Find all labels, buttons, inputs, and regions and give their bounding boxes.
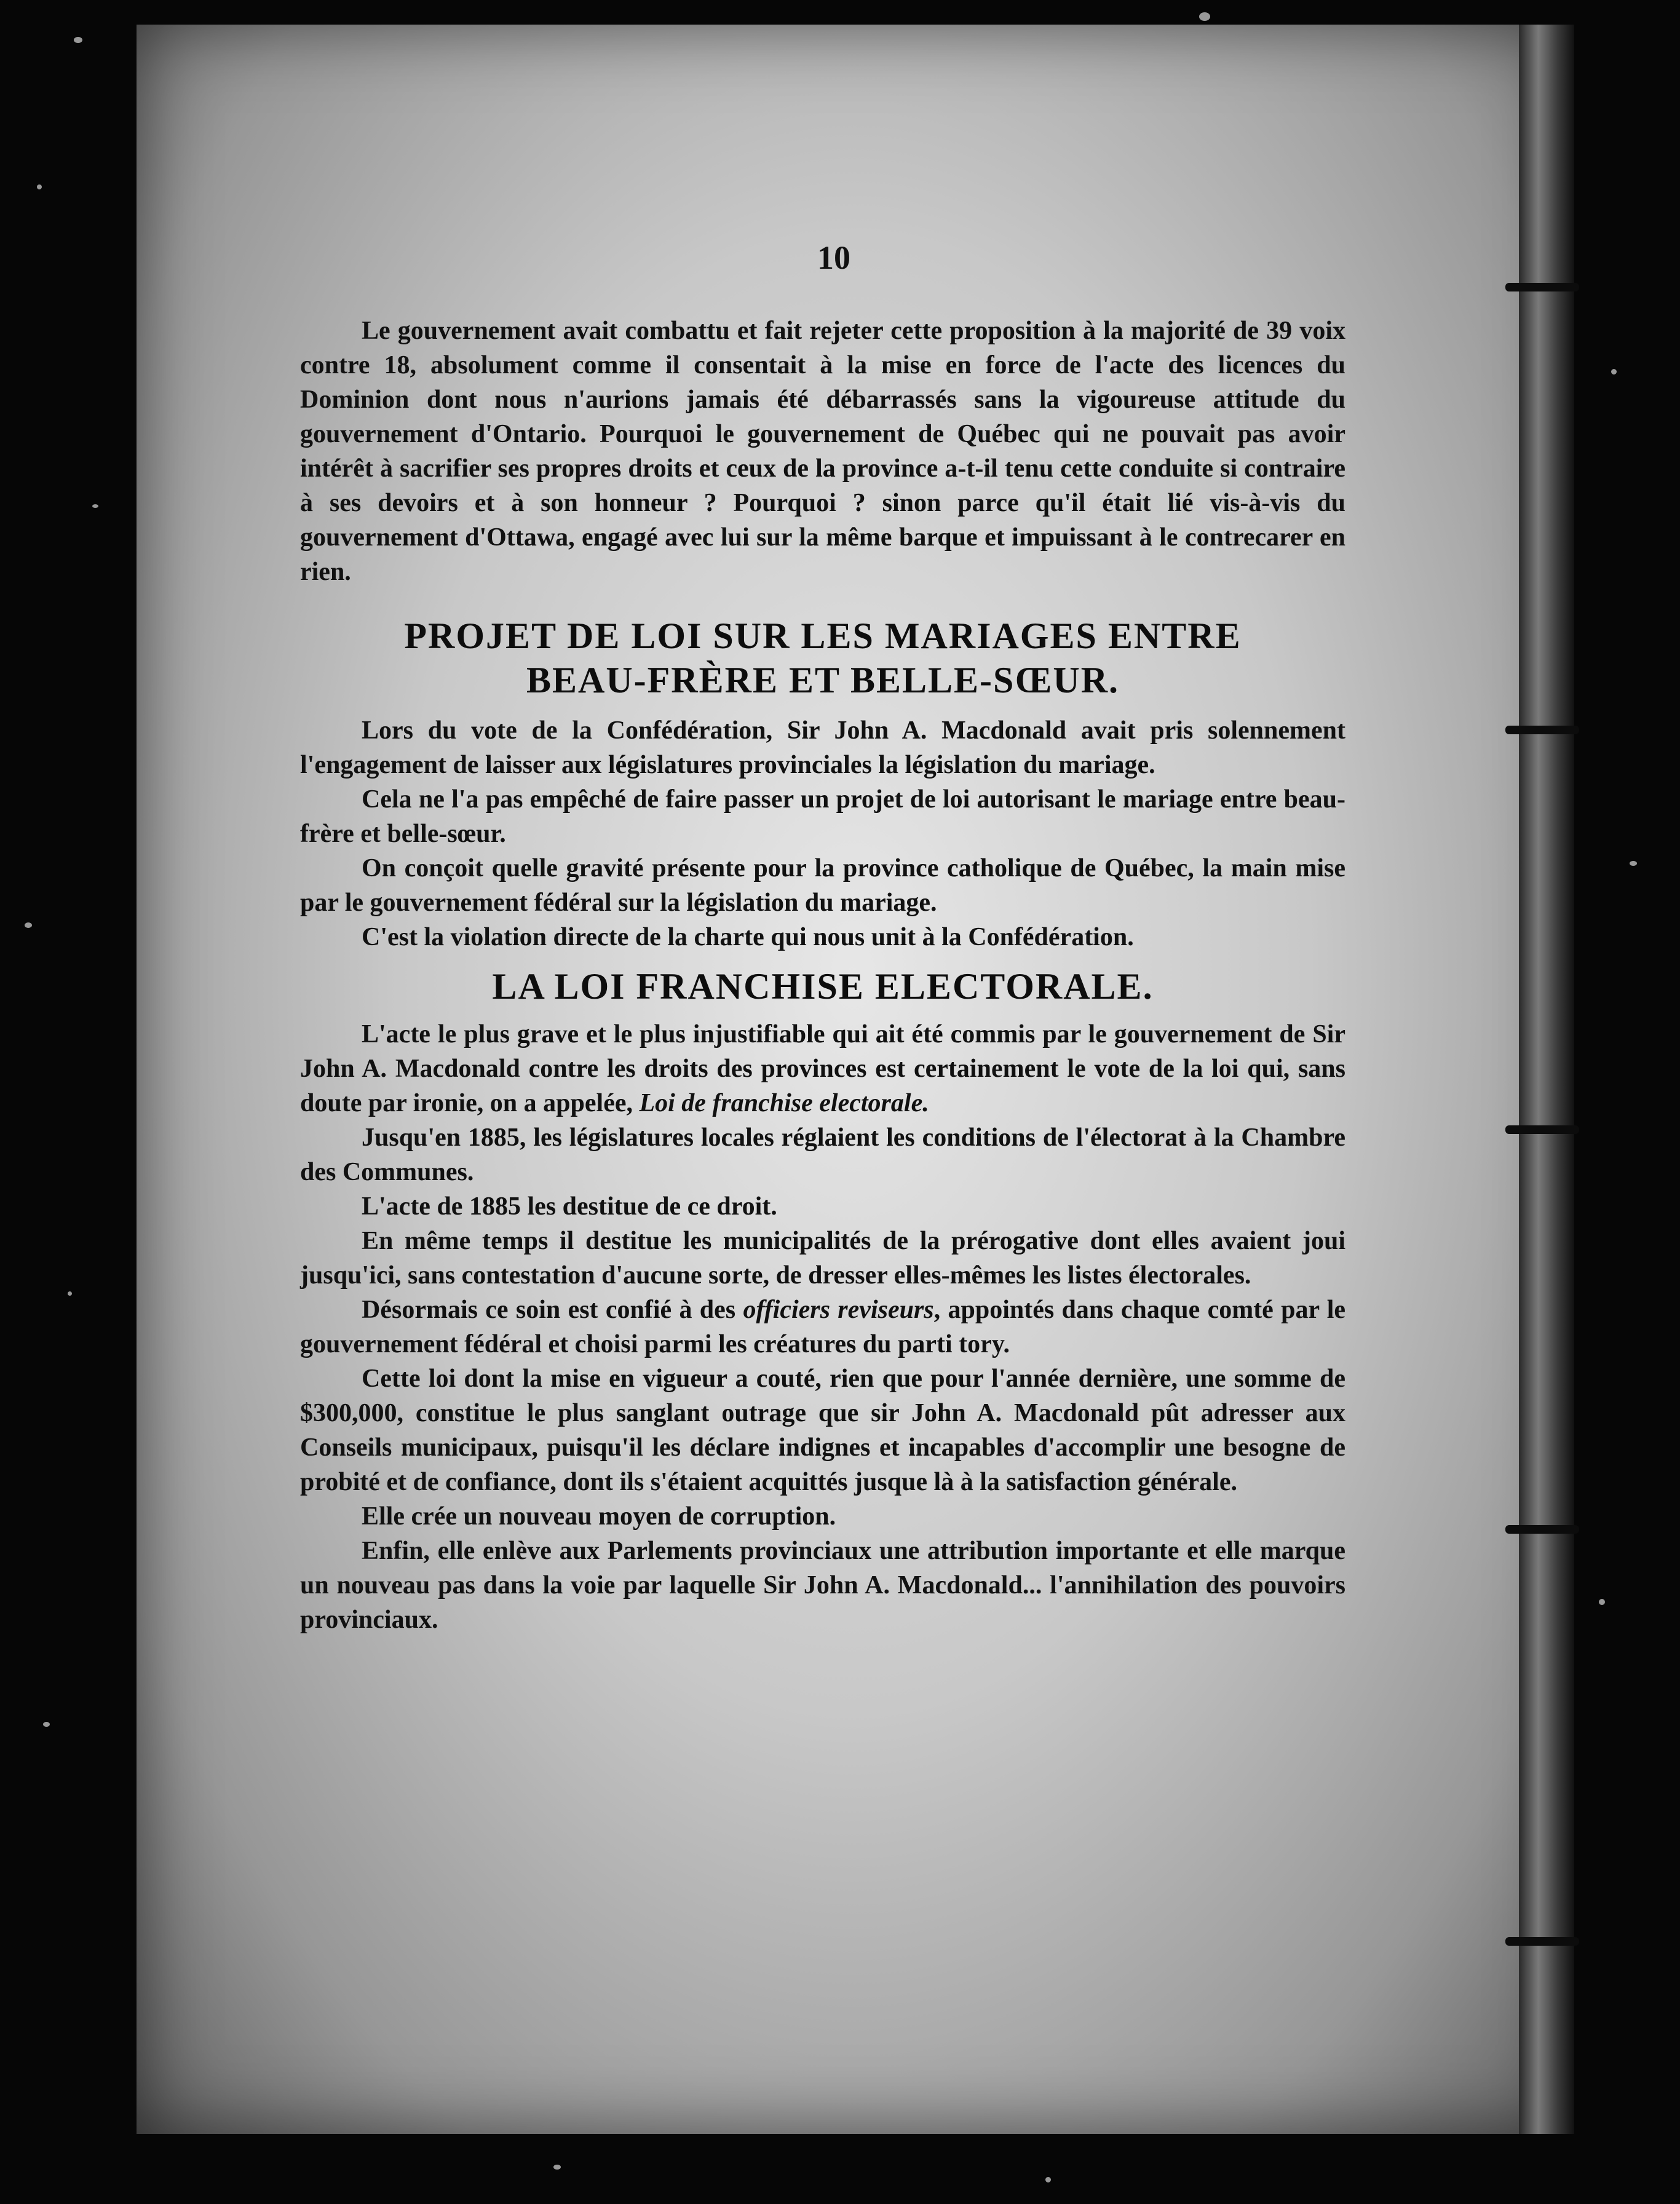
body-text xyxy=(300,314,1345,1637)
paragraph: Elle crée un nouveau moyen de corruption. xyxy=(362,1502,836,1531)
paragraph: En même temps il destitue les municipalités de la prérogative dont elles avaient joui jusqu'ici, sans contestation d'aucune sorte, de dresser elles-mêmes les listes électorales. xyxy=(300,1227,1345,1290)
dust-speck xyxy=(1599,1599,1605,1605)
dust-speck xyxy=(92,504,98,508)
paragraph: Lors du vote de la Confédération, Sir John A. Macdonald avait pris solennement l'engagement de laisser aux législatures provinciales la législation du mariage. xyxy=(300,716,1345,779)
paragraph-text: , appointés dans chaque comté par le gouvernement fédéral et choisi parmi les créatures du parti tory. xyxy=(300,1296,1346,1358)
paragraph-text: L'acte le plus grave et le plus injustifiable qui ait été commis par le gouvernement de Sir John A. Macdonald contre les droits des provinces est certainement le vote de la loi qui, sans doute par ironie, on a appelée, xyxy=(300,1020,1345,1117)
paragraph: On conçoit quelle gravité présente pour la province catholique de Québec, la main mise par le gouvernement fédéral sur la législation du mariage. xyxy=(300,854,1345,917)
paragraph: L'acte de 1885 les destitue de ce droit. xyxy=(362,1192,777,1221)
dust-speck xyxy=(1199,12,1210,21)
dust-speck xyxy=(25,922,32,928)
paragraph: Enfin, elle enlève aux Parlements provinciaux une attribution importante et elle marque un nouveau pas dans la voie par laquelle Sir John A. Macdonald... l'annihilation des pouvoirs provinciaux. xyxy=(300,1537,1345,1634)
binding-stitch xyxy=(1505,1937,1579,1946)
section-heading: PROJET DE LOI SUR LES MARIAGES ENTRE xyxy=(404,616,1242,656)
binding-stitch xyxy=(1505,1125,1579,1134)
paragraph xyxy=(300,1293,1345,1362)
paragraph-text: Désormais ce soin est confié à des xyxy=(362,1296,743,1324)
dust-speck xyxy=(1630,861,1637,866)
paragraph xyxy=(300,1017,1345,1120)
binding-stitch xyxy=(1505,283,1579,291)
dust-speck xyxy=(68,1291,72,1296)
paragraph: Cela ne l'a pas empêché de faire passer un projet de loi autorisant le mariage entre beau-frère et belle-sœur. xyxy=(300,785,1345,848)
page-binding xyxy=(1519,25,1574,2134)
binding-stitch xyxy=(1505,726,1579,734)
section-heading: BEAU-FRÈRE ET BELLE-SŒUR. xyxy=(526,660,1120,700)
dust-speck xyxy=(553,2165,561,2170)
dust-speck xyxy=(37,184,42,189)
section-heading: LA LOI FRANCHISE ELECTORALE. xyxy=(492,966,1154,1007)
dust-speck xyxy=(1045,2177,1051,2182)
paragraph: C'est la violation directe de la charte qui nous unit à la Confédération. xyxy=(362,923,1134,951)
binding-stitch xyxy=(1505,1525,1579,1534)
paragraph: Cette loi dont la mise en vigueur a couté, rien que pour l'année dernière, une somme de $300,000, constitue le plus sanglant outrage que sir John A. Macdonald pût adresser aux Conseils municipaux, puisqu'il les déclare indignes et incapables d'accomplir une besogne de probité et de confiance, dont ils s'étaient acquittés jusque là à la satisfaction générale. xyxy=(300,1365,1345,1496)
officiers-reviseurs-italic: officiers reviseurs xyxy=(743,1296,934,1324)
dust-speck xyxy=(1611,369,1617,375)
dust-speck xyxy=(43,1722,50,1727)
intro-paragraph: Le gouvernement avait combattu et fait rejeter cette proposition à la majorité de 39 voix contre 18, absolument comme il consentait à la mise en force de l'acte des licences du Dominion dont nous n'aurions jamais été débarrassés sans la vigoureuse attitude du gouvernement d'Ontario. Pourquoi le gouvernement de Québec qui ne pouvait pas avoir intérêt à sacrifier ses propres droits et ceux de la province a-t-il tenu cette conduite si contraire à ses devoirs et à son honneur ? Pourquoi ? sinon parce qu'il était lié vis-à-vis du gouvernement d'Ottawa, engagé avec lui sur la même barque et impuissant à le contrecarer en rien. xyxy=(300,317,1345,586)
dust-speck xyxy=(74,37,82,43)
law-title-italic: Loi de franchise electorale. xyxy=(639,1089,929,1117)
page-number: 10 xyxy=(817,239,850,276)
paragraph: Jusqu'en 1885, les législatures locales réglaient les conditions de l'électorat à la Chambre des Communes. xyxy=(300,1124,1345,1186)
